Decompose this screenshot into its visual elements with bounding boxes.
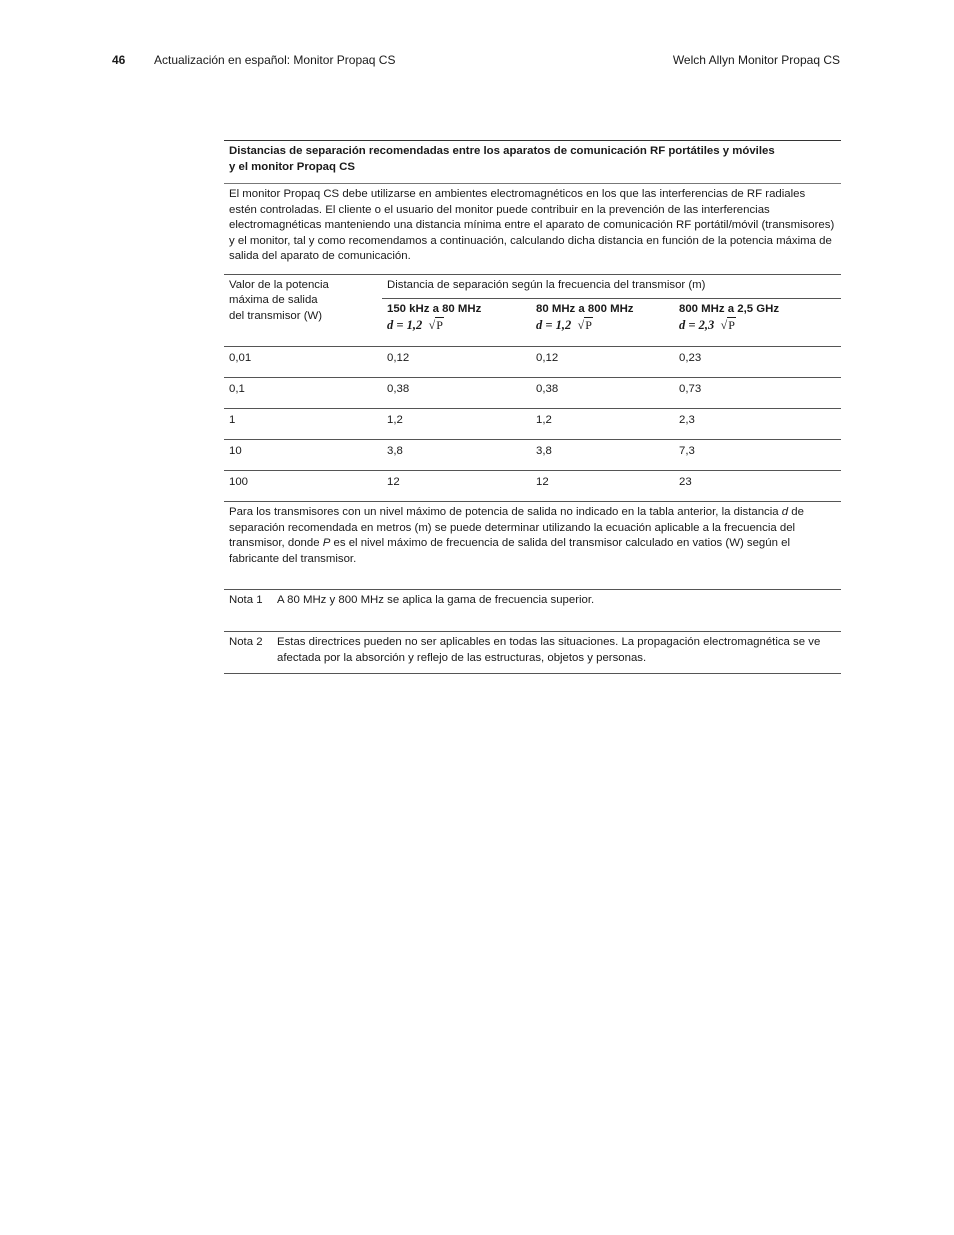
table-row bbox=[224, 471, 841, 502]
cell-distance: 3,8 bbox=[382, 440, 531, 471]
table-title-line-2: y el monitor Propaq CS bbox=[229, 160, 355, 173]
band-header-1 bbox=[382, 299, 531, 347]
sqrt-variable: P bbox=[436, 317, 443, 332]
sqrt-symbol: √ bbox=[720, 317, 728, 332]
cell-distance: 2,3 bbox=[674, 409, 841, 440]
cell-power: 10 bbox=[224, 440, 382, 471]
note-2 bbox=[224, 631, 841, 674]
column-header-distance: Distancia de separación según la frecuencia del transmisor (m) bbox=[382, 274, 841, 299]
column-header-power-line: Valor de la potencia bbox=[229, 278, 329, 291]
separation-distance-table bbox=[224, 140, 841, 674]
cell-distance: 0,12 bbox=[531, 347, 674, 378]
band-range: 80 MHz a 800 MHz bbox=[536, 303, 634, 315]
note-text: Estas directrices pueden no ser aplicables en todas las situaciones. La propagación electromagnética se ve afectada por la absorción y reflejo de las estructuras, objetos y personas. bbox=[277, 636, 821, 664]
sqrt-variable: P bbox=[728, 317, 735, 332]
cell-distance: 3,8 bbox=[531, 440, 674, 471]
table-footnote bbox=[224, 501, 841, 589]
table-row bbox=[224, 347, 841, 378]
note-label: Nota 2 bbox=[229, 636, 263, 648]
table-intro: El monitor Propaq CS debe utilizarse en ambientes electromagnéticos en los que las interferencias de RF radiales estén controladas. El cliente o el usuario del monitor puede contribuir en la prevención de las interferencias electromagnéticas manteniendo una distancia mínima entre el aparato de comunicación RF portátil/móvil (transmisores) y el monitor, tal y como recomendamos a continuación, calculando dicha distancia en función de la potencia máxima de salida del aparato de comunicación. bbox=[229, 188, 835, 262]
footnote-variable-d: d bbox=[781, 506, 789, 518]
band-formula: d = 1,2 bbox=[536, 317, 572, 332]
cell-distance: 0,23 bbox=[674, 347, 841, 378]
footnote-text: Para los transmisores con un nivel máximo de potencia de salida no indicado en la tabla anterior, la distancia bbox=[229, 506, 782, 518]
cell-power: 100 bbox=[224, 471, 382, 502]
cell-power: 0,01 bbox=[224, 347, 382, 378]
cell-distance: 1,2 bbox=[382, 409, 531, 440]
band-range: 150 kHz a 80 MHz bbox=[387, 303, 482, 315]
page-number: 46 bbox=[112, 53, 126, 67]
band-formula: d = 2,3 bbox=[679, 317, 715, 332]
column-header-power-line: del transmisor (W) bbox=[229, 309, 323, 322]
header-left-title: Actualización en español: Monitor Propaq CS bbox=[154, 53, 396, 67]
cell-distance: 23 bbox=[674, 471, 841, 502]
footnote-text: de separación recomendada en metros (m) se puede determinar utilizando la ecuación aplicable a la frecuencia del transmisor, donde bbox=[229, 506, 804, 549]
footnote-text: es el nivel máximo de frecuencia de salida del transmisor calculado en vatios (W) según el fabricante del transmisor. bbox=[229, 537, 790, 565]
cell-distance: 0,38 bbox=[382, 378, 531, 409]
note-1 bbox=[224, 589, 841, 631]
table-title bbox=[224, 141, 841, 183]
cell-distance: 0,73 bbox=[674, 378, 841, 409]
column-header-power-line: máxima de salida bbox=[229, 294, 318, 306]
footnote-variable-p: P bbox=[322, 537, 331, 549]
note-label: Nota 1 bbox=[229, 594, 263, 606]
table-row bbox=[224, 378, 841, 409]
note-text: A 80 MHz y 800 MHz se aplica la gama de frecuencia superior. bbox=[277, 594, 595, 606]
header-right-title: Welch Allyn Monitor Propaq CS bbox=[672, 53, 840, 67]
band-header-3 bbox=[674, 299, 841, 347]
table-row bbox=[224, 440, 841, 471]
distance-grid bbox=[224, 274, 841, 502]
cell-distance: 0,12 bbox=[382, 347, 531, 378]
sqrt-variable: P bbox=[585, 317, 592, 332]
table-row bbox=[224, 409, 841, 440]
cell-distance: 0,38 bbox=[531, 378, 674, 409]
sqrt-symbol: √ bbox=[428, 317, 436, 332]
table-title-line-1: Distancias de separación recomendadas entre los aparatos de comunicación RF portátiles y móviles bbox=[229, 145, 775, 157]
cell-distance: 12 bbox=[382, 471, 531, 502]
cell-power: 1 bbox=[224, 409, 382, 440]
band-range: 800 MHz a 2,5 GHz bbox=[679, 303, 780, 315]
column-header-power bbox=[224, 274, 382, 347]
band-formula: d = 1,2 bbox=[387, 317, 423, 332]
cell-distance: 12 bbox=[531, 471, 674, 502]
cell-distance: 7,3 bbox=[674, 440, 841, 471]
sqrt-symbol: √ bbox=[577, 317, 585, 332]
cell-power: 0,1 bbox=[224, 378, 382, 409]
cell-distance: 1,2 bbox=[531, 409, 674, 440]
band-header-2 bbox=[531, 299, 674, 347]
